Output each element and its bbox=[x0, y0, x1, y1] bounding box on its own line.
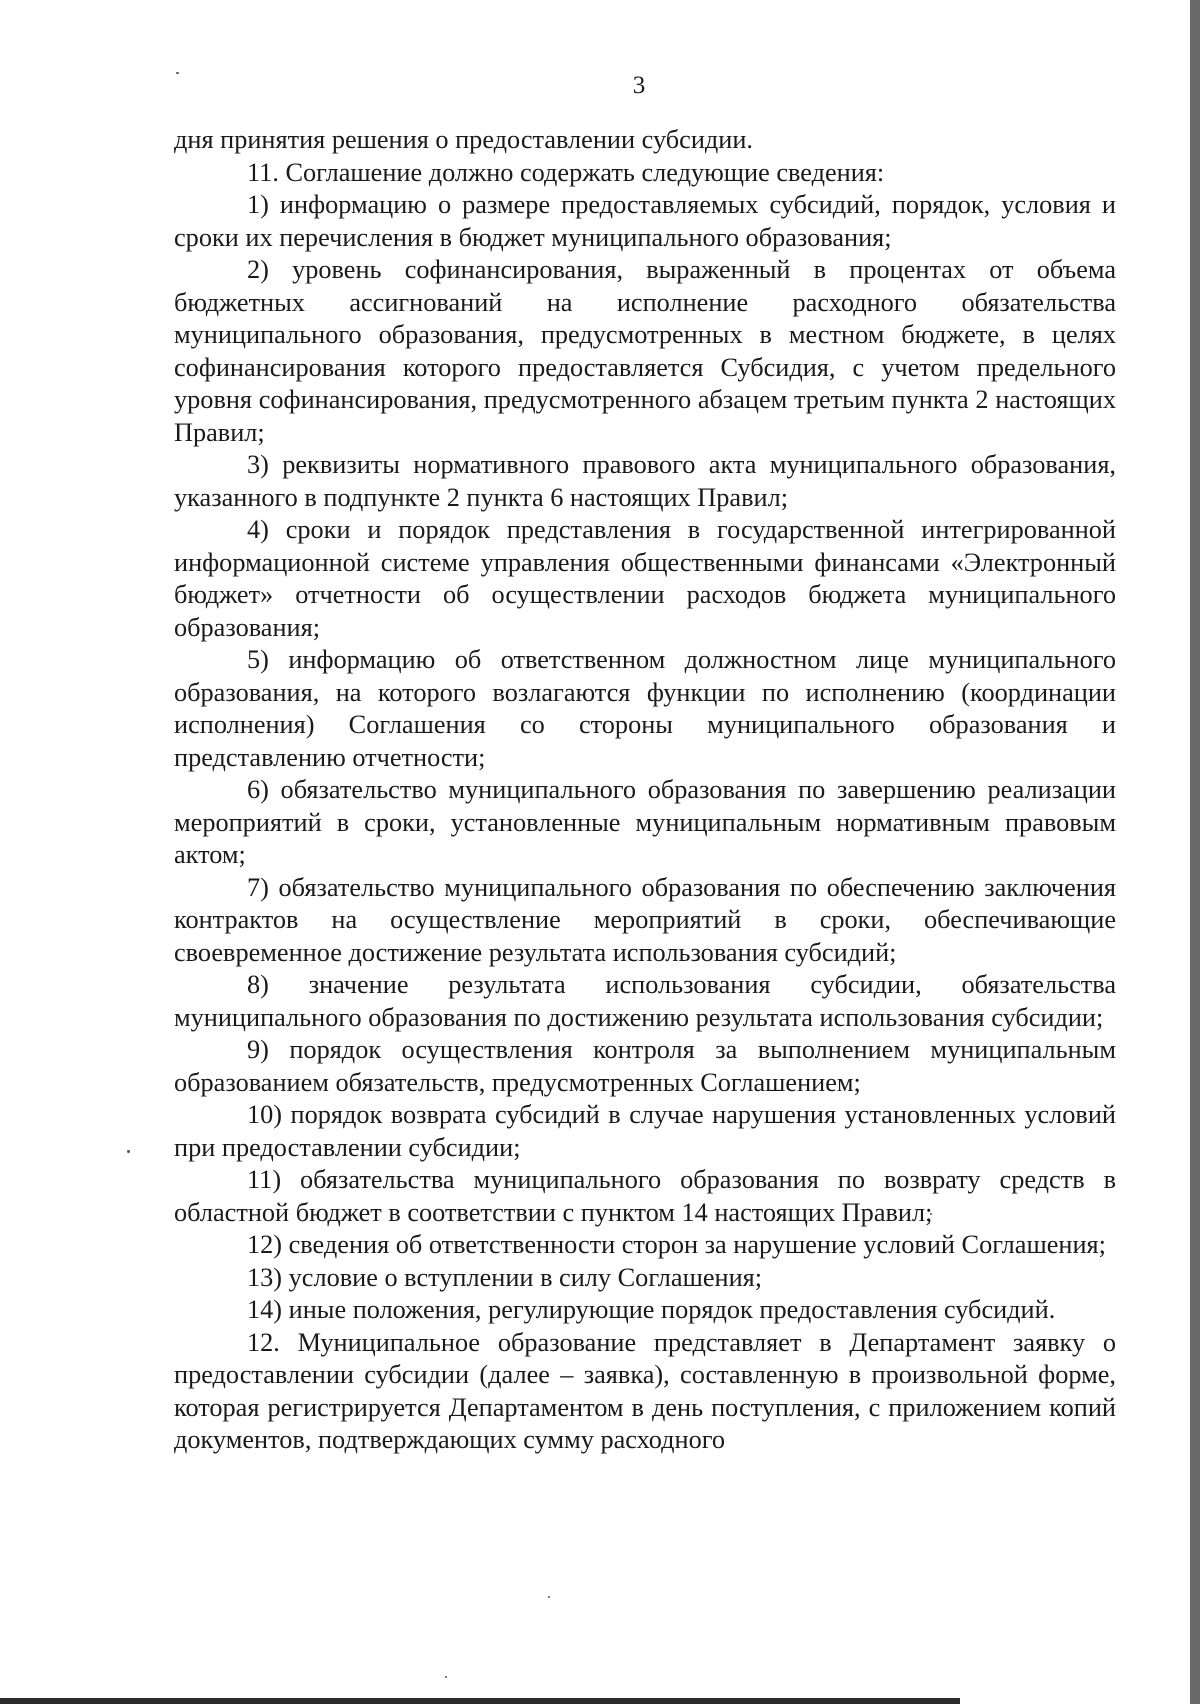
paragraph: 2) уровень софинансирования, выраженный в процентах от объема бюджетных ассигнований на исполнение расходного обязательства муниципального образования, предусмотренных в местном бюджете, в целях софинансирования которого предоставляется Субсидия, с учетом предельного уровня софинансирования, предусмотренного абзацем третьим пункта 2 настоящих Правил; bbox=[174, 255, 1116, 447]
scan-speck bbox=[445, 1676, 447, 1678]
page-number: 3 bbox=[632, 72, 646, 99]
paragraph: 1) информацию о размере предоставляемых субсидий, порядок, условия и сроки их перечисления в бюджет муниципального образования; bbox=[174, 190, 1116, 252]
paragraph: дня принятия решения о предоставлении субсидии. bbox=[174, 125, 753, 154]
paragraph: 6) обязательство муниципального образования по завершению реализации мероприятий в сроки, установленные муниципальным нормативным правовым актом; bbox=[174, 775, 1116, 869]
scan-speck bbox=[548, 1596, 550, 1598]
paragraph: 5) информацию об ответственном должностном лице муниципального образования, на которого возлагаются функции по исполнению (координации исполнения) Соглашения со стороны муниципального образования и представлению отчетности; bbox=[174, 645, 1116, 772]
document-body bbox=[174, 124, 1116, 1457]
scan-edge-right bbox=[1190, 0, 1200, 1704]
paragraph: 14) иные положения, регулирующие порядок предоставления субсидий. bbox=[247, 1295, 1056, 1324]
paragraph: 11. Соглашение должно содержать следующие сведения: bbox=[247, 157, 885, 187]
paragraph: 3) реквизиты нормативного правового акта муниципального образования, указанного в подпункте 2 пункта 6 настоящих Правил; bbox=[174, 450, 1116, 512]
paragraph: 7) обязательство муниципального образования по обеспечению заключения контрактов на осуществление мероприятий в сроки, обеспечивающие своевременное достижение результата использования субсидий; bbox=[174, 872, 1116, 967]
paragraph: 13) условие о вступлении в силу Соглашения; bbox=[247, 1262, 763, 1292]
paragraph: 9) порядок осуществления контроля за выполнением муниципальным образованием обязательств, предусмотренных Соглашением; bbox=[174, 1035, 1116, 1097]
paragraph: 8) значение результата использования субсидии, обязательства муниципального образования по достижению результата использования субсидии; bbox=[174, 970, 1116, 1032]
paragraph: 4) сроки и порядок представления в государственной интегрированной информационной системе управления общественными финансами «Электронный бюджет» отчетности об осуществлении расходов бюджета муниципального образования; bbox=[174, 515, 1116, 642]
paragraph: 12. Муниципальное образование представляет в Департамент заявку о предоставлении субсидии (далее – заявка), составленную в произвольной форме, которая регистрируется Департаментом в день поступления, с приложением копий документов, подтверждающих сумму расходного bbox=[174, 1327, 1116, 1454]
paragraph: 11) обязательства муниципального образования по возврату средств в областной бюджет в соответствии с пунктом 14 настоящих Правил; bbox=[174, 1165, 1116, 1227]
paragraph: 12) сведения об ответственности сторон за нарушение условий Соглашения; bbox=[247, 1230, 1106, 1259]
scan-speck bbox=[127, 1150, 130, 1153]
scan-edge-bottom bbox=[0, 1698, 960, 1704]
paragraph: 10) порядок возврата субсидий в случае нарушения установленных условий при предоставлении субсидии; bbox=[174, 1100, 1116, 1162]
